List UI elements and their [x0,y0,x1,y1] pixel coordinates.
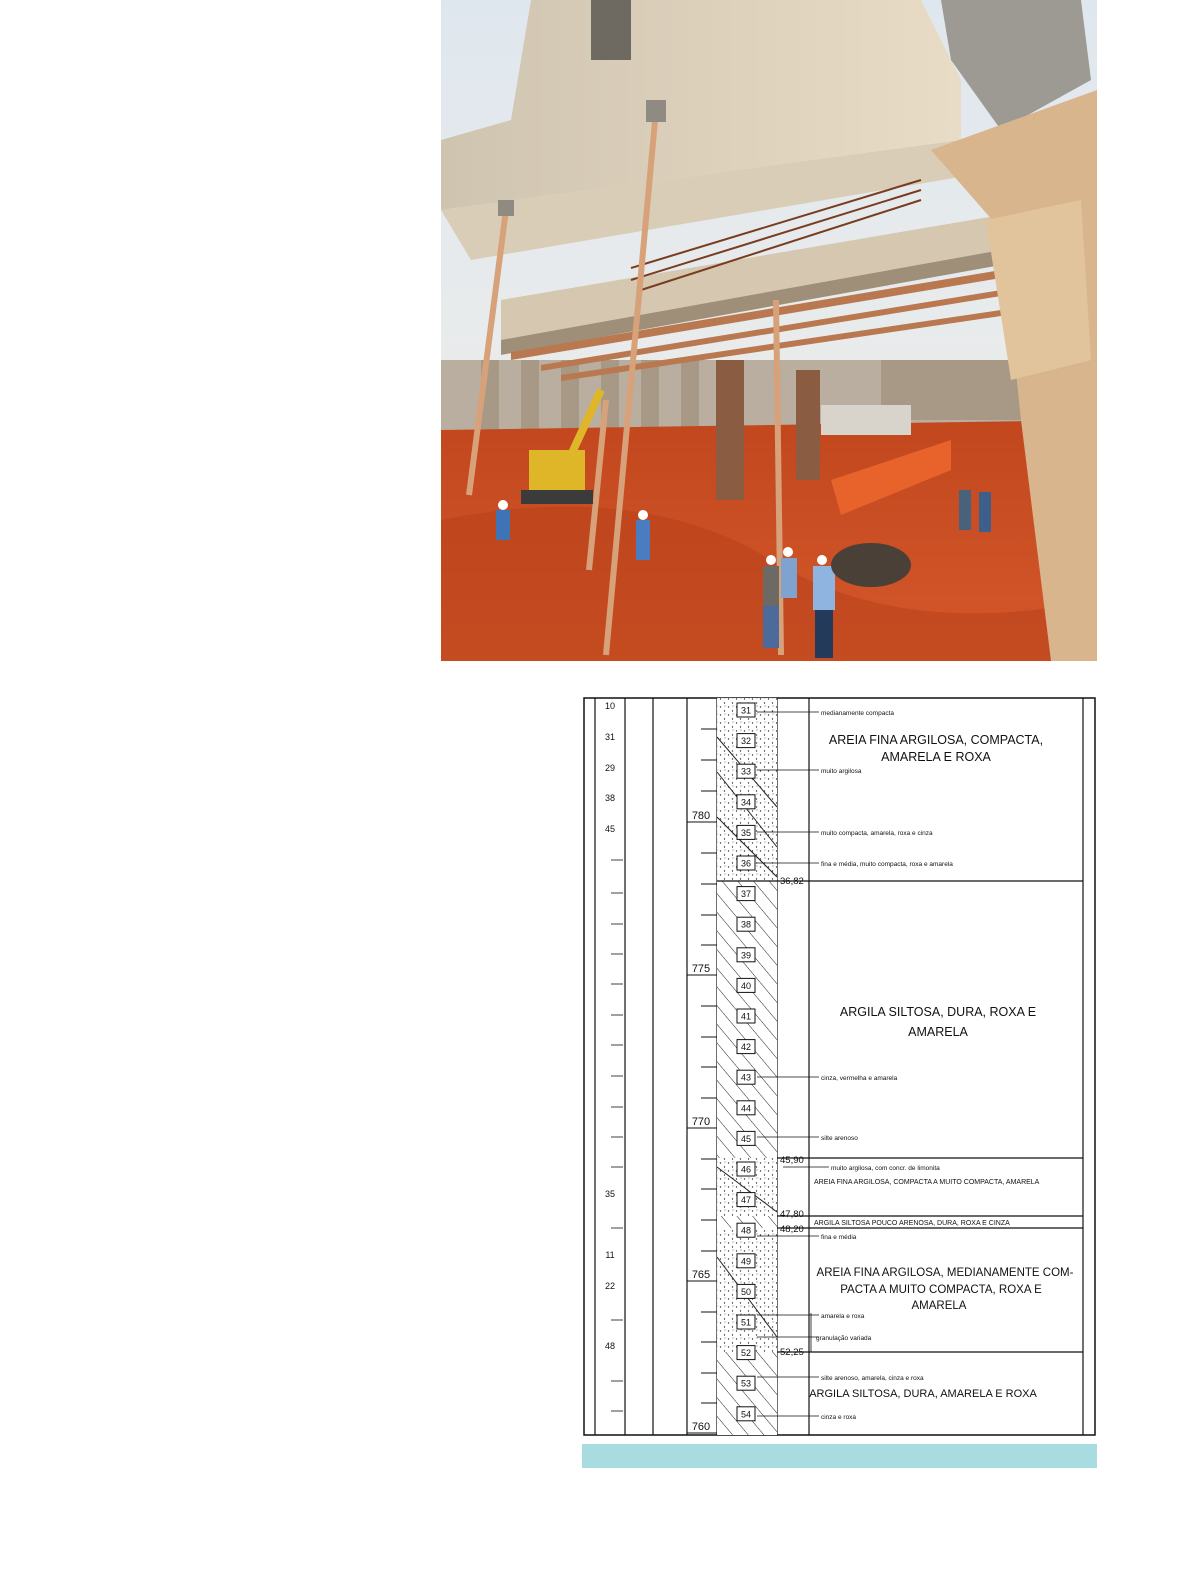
sample-number: 54 [740,1409,752,1420]
sample-number: 32 [740,736,752,747]
sample-number: 34 [740,797,752,808]
sample-number: 48 [740,1225,752,1236]
sample-number: 43 [740,1072,752,1083]
layer-description: AMARELA [911,1300,967,1312]
elevation-label: 760 [691,1421,711,1433]
layer-description: ARGILA SILTOSA, DURA, ROXA E [839,1005,1037,1019]
note-text: granulação variada [816,1335,872,1342]
sample-number: 52 [740,1348,752,1359]
note-text: muito argilosa [821,768,862,775]
depth-label: 45,90 [780,1155,804,1166]
sample-number: 40 [740,980,752,991]
note-text: muito compacta, amarela, roxa e cinza [821,830,933,837]
note-text: fina e média [821,1234,857,1241]
layer-fill-clay-3 [717,1352,777,1435]
sample-number: 44 [740,1103,752,1114]
spt-value: 31 [604,732,616,742]
elevation-label: 775 [691,963,711,975]
note-text: amarela e roxa [821,1313,865,1320]
spt-value: 22 [604,1281,616,1291]
layer-description: AMARELA [908,1025,968,1039]
depth-label: 48,20 [780,1224,804,1235]
note-text: cinza, vermelha e amarela [821,1075,898,1082]
spt-value: 48 [604,1341,616,1351]
elevation-label: 780 [691,810,711,822]
layer-fill-sand-1 [717,698,777,881]
sample-number: 35 [740,827,752,838]
elevation-label: 770 [691,1116,711,1128]
sample-number: 41 [740,1011,752,1022]
note-text: silte arenoso, amarela, cinza e roxa [821,1375,924,1382]
sample-number: 50 [740,1286,752,1297]
sample-number: 53 [740,1378,752,1389]
construction-site-photo [441,0,1097,661]
spt-value: 38 [604,793,616,803]
layer-description: ARGILA SILTOSA, DURA, AMARELA E ROXA [809,1388,1037,1400]
elevation-label: 765 [691,1269,711,1281]
borehole-log [583,697,1097,1437]
caption-bar [582,1444,1097,1468]
depth-label: 52,25 [780,1347,804,1358]
sample-number: 45 [740,1133,752,1144]
sample-number: 49 [740,1256,752,1267]
layer-description: ARGILA SILTOSA POUCO ARENOSA, DURA, ROXA E CINZA [814,1220,1010,1227]
spt-value: 29 [604,763,616,773]
layer-description: AREIA FINA ARGILOSA, COMPACTA, [828,733,1044,747]
spt-value: 45 [604,824,616,834]
depth-label: 36,82 [780,876,804,887]
note-text: cinza e roxa [821,1414,857,1421]
spt-value: 11 [605,1250,615,1260]
sample-number: 42 [740,1042,752,1053]
layer-description: AREIA FINA ARGILOSA, MEDIANAMENTE COM- [816,1267,1074,1279]
note-text: fina e média, muito compacta, roxa e amarela [821,861,953,868]
sample-number: 51 [740,1317,752,1328]
note-text: medianamente compacta [821,710,894,717]
sample-number: 39 [740,950,752,961]
sample-number: 38 [740,919,752,930]
sample-number: 33 [740,766,752,777]
sample-number: 46 [740,1164,752,1175]
note-text: muito argilosa, com concr. de limonita [831,1165,940,1172]
layer-description: PACTA A MUITO COMPACTA, ROXA E [840,1284,1042,1296]
sample-number: 36 [740,858,752,869]
sample-number: 31 [740,705,752,716]
depth-label: 47,80 [780,1209,804,1220]
note-text: silte arenoso [821,1135,858,1142]
layer-description: AMARELA E ROXA [881,750,991,764]
sample-number: 47 [740,1195,752,1206]
spt-value: 10 [604,701,616,711]
sample-number: 37 [740,889,752,900]
layer-description: AREIA FINA ARGILOSA, COMPACTA A MUITO COMPACTA, AMARELA [814,1179,1040,1186]
spt-value: 35 [604,1189,616,1199]
